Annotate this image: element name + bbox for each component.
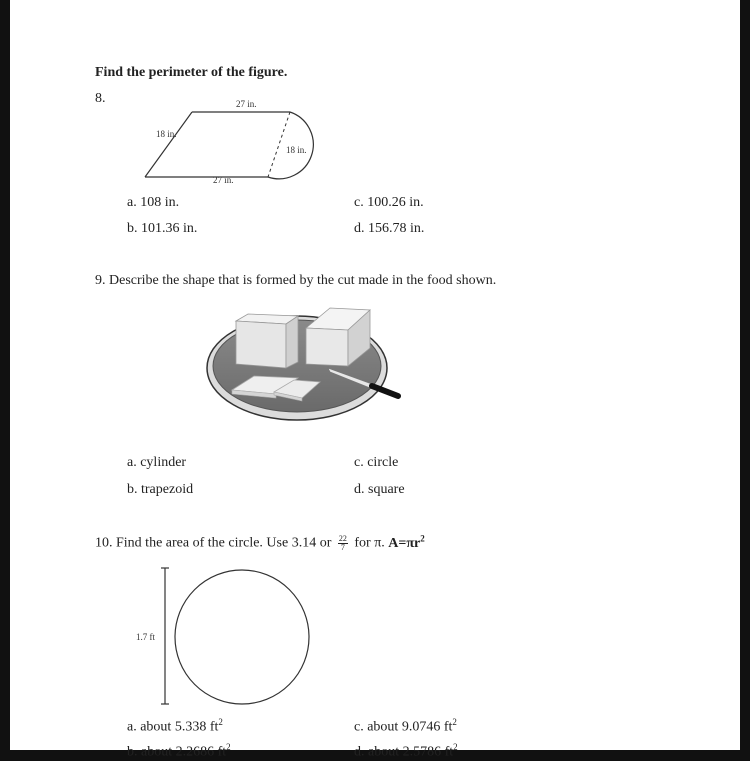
q8-number: 8. xyxy=(95,91,106,106)
q10-option-b[interactable]: b. about 2.2686 $ft^2$ xyxy=(127,742,231,760)
q9-food-image xyxy=(202,306,402,430)
worksheet-page xyxy=(10,0,740,760)
q9-option-a[interactable]: a. cylinder xyxy=(127,455,187,470)
q10-prompt: 10. Find the area of the circle. Use 3.14 or $\frac{22}{7}$ for π. $A=\pi r^2$ xyxy=(95,533,425,552)
q9-prompt: 9. Describe the shape that is formed by the cut made in the food shown. xyxy=(95,273,497,288)
q9-option-c[interactable]: c. circle xyxy=(354,455,399,470)
q8-option-c[interactable]: c. 100.26 in. xyxy=(354,195,424,210)
q8-parallelogram xyxy=(145,112,290,177)
q8-figure xyxy=(130,92,330,188)
q10-option-c[interactable]: c. about 9.0746 $ft^2$ xyxy=(354,717,457,735)
q8-option-d[interactable]: d. 156.78 in. xyxy=(354,221,425,236)
q10-circle xyxy=(175,570,309,704)
q9-option-b[interactable]: b. trapezoid xyxy=(127,482,194,497)
instruction-heading: Find the perimeter of the figure. xyxy=(95,65,288,80)
q8-label-left: 18 in. xyxy=(156,129,177,139)
q8-label-top: 27 in. xyxy=(236,99,257,109)
q10-option-a[interactable]: a. about 5.338 $ft^2$ xyxy=(127,717,223,735)
area-formula: $A=\pi r^2$ xyxy=(388,533,425,551)
q10-figure xyxy=(130,562,320,710)
q8-option-a[interactable]: a. 108 in. xyxy=(127,195,180,210)
q9-option-d[interactable]: d. square xyxy=(354,482,405,497)
q10-label-height: 1.7 ft xyxy=(136,632,155,642)
fraction-22-7: $\frac{22}{7}$ xyxy=(338,533,347,552)
q8-option-b[interactable]: b. 101.36 in. xyxy=(127,221,198,236)
q10-option-d[interactable]: d. about 2.5786 $ft^2$ xyxy=(354,742,458,760)
q8-label-diameter: 18 in. xyxy=(286,145,307,155)
q8-label-bottom: 27 in. xyxy=(213,175,234,185)
